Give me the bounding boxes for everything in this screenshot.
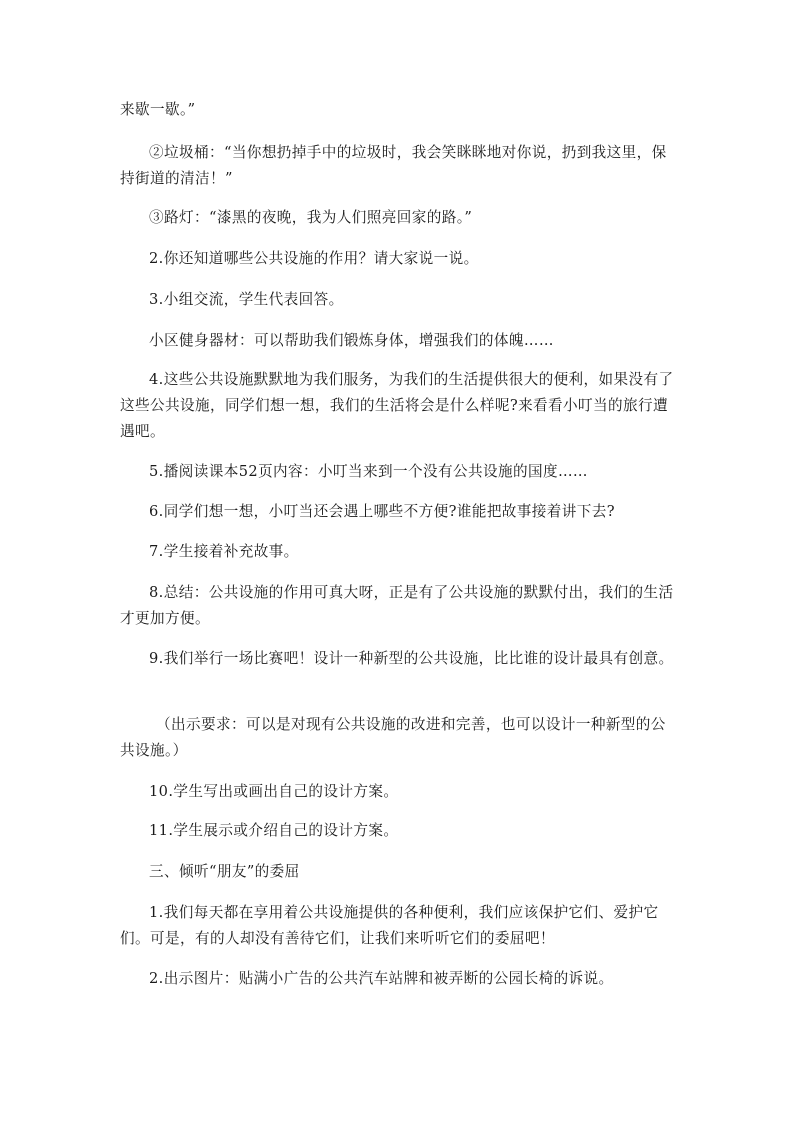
paragraph-fitness-equipment: 小区健身器材：可以帮助我们锻炼身体，增强我们的体魄…… xyxy=(149,332,554,349)
paragraph-item-3: 3.小组交流，学生代表回答。 xyxy=(149,291,344,308)
paragraph-item-11: 11.学生展示或介绍自己的设计方案。 xyxy=(149,822,399,839)
paragraph-item-2: 2.你还知道哪些公共设施的作用？请大家说一说。 xyxy=(149,250,479,267)
paragraph-item-5: 5.播阅读课本52页内容：小叮当来到一个没有公共设施的国度…… xyxy=(149,463,588,480)
paragraph-requirements: （出示要求：可以是对现有公共设施的改进和完善，也可以设计一种新型的公共设施。） xyxy=(120,716,666,759)
paragraph-trash-bin: ②垃圾桶：“当你想扔掉手中的垃圾时，我会笑眯眯地对你说，扔到我这里，保持街道的清洁！” xyxy=(120,144,667,187)
paragraph-item-7: 7.学生接着补充故事。 xyxy=(149,543,299,560)
paragraph-section3-item-1: 1.我们每天都在享用着公共设施提供的各种便利，我们应该保护它们、爱护它们。可是，有的人却没有善待它们，让我们来听听它们的委屈吧！ xyxy=(120,904,659,947)
paragraph-street-lamp: ③路灯：“漆黑的夜晚，我为人们照亮回家的路。” xyxy=(149,209,473,226)
paragraph-item-6: 6.同学们想一想，小叮当还会遇上哪些不方便?谁能把故事接着讲下去? xyxy=(149,503,615,520)
paragraph-section3-item-2: 2.出示图片：贴满小广告的公共汽车站牌和被弄断的公园长椅的诉说。 xyxy=(149,970,614,987)
paragraph-item-4: 4.这些公共设施默默地为我们服务，为我们的生活提供很大的便利，如果没有了这些公共设施，同学们想一想，我们的生活将会是什么样呢?来看看小叮当的旅行遭遇吧。 xyxy=(120,371,674,440)
paragraph-item-8: 8.总结：公共设施的作用可真大呀，正是有了公共设施的默默付出，我们的生活才更加方便。 xyxy=(120,584,674,627)
paragraph-item-10: 10.学生写出或画出自己的设计方案。 xyxy=(149,783,399,800)
section-heading-3: 三、倾听“朋友”的委屈 xyxy=(149,863,300,880)
paragraph-item-9: 9.我们举行一场比赛吧！设计一种新型的公共设施，比比谁的设计最具有创意。 xyxy=(149,650,674,667)
paragraph-continuation: 来歇一歇。” xyxy=(120,101,196,118)
